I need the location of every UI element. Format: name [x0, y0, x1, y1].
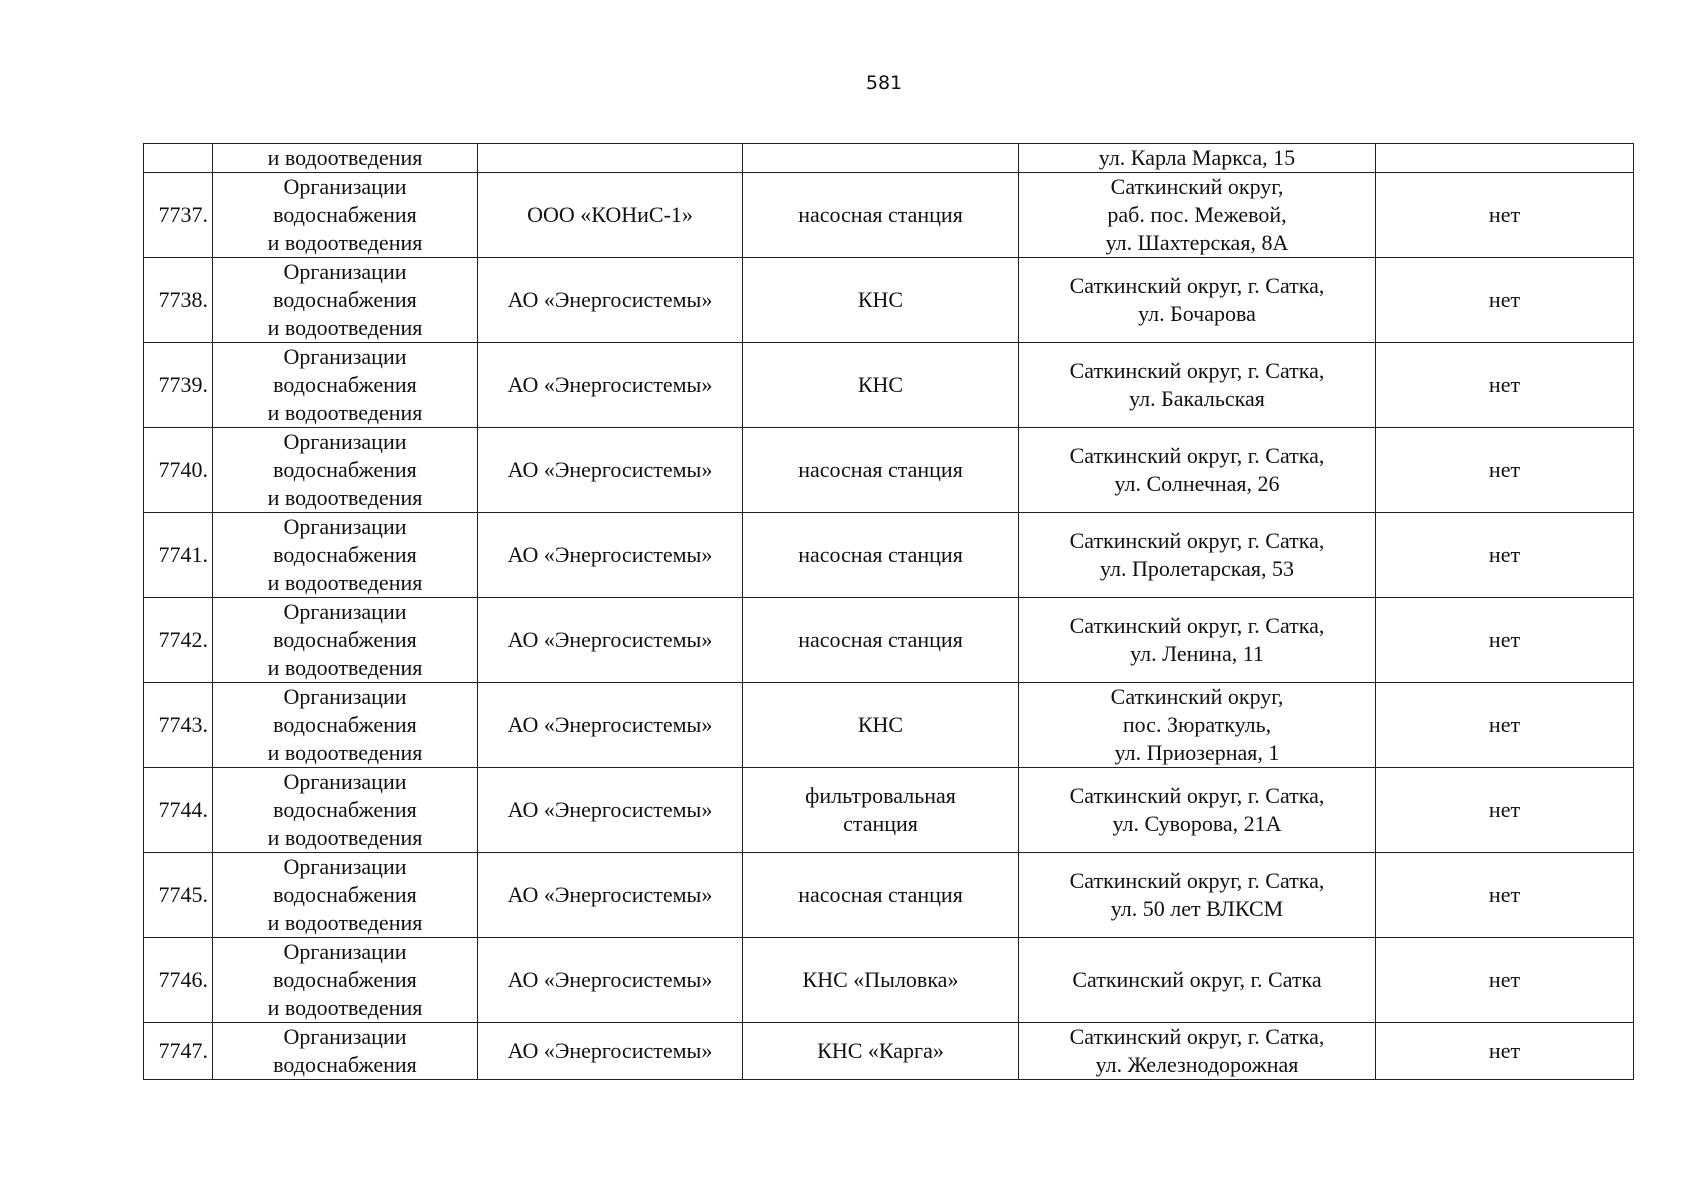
- cell-type: [213, 938, 478, 1023]
- text-line: водоснабжения: [273, 287, 417, 312]
- cell-address: ул. Карла Маркса, 15: [1019, 144, 1376, 173]
- cell-status: нет: [1376, 938, 1634, 1023]
- text-line: и водоотведения: [267, 825, 423, 850]
- text-line: ул. 50 лет ВЛКСМ: [1110, 896, 1284, 921]
- cell-type: [213, 683, 478, 768]
- text-line: Саткинский округ, г. Сатка,: [1069, 783, 1325, 808]
- text-line: водоснабжения: [273, 967, 417, 992]
- text-line: Саткинский округ,: [1110, 684, 1284, 709]
- cell-status: нет: [1376, 428, 1634, 513]
- cell-address: [1019, 683, 1376, 768]
- text-line: КНС «Карга»: [817, 1038, 944, 1063]
- text-line: пос. Зюраткуль,: [1122, 712, 1272, 737]
- cell-status: нет: [1376, 683, 1634, 768]
- cell-status: нет: [1376, 173, 1634, 258]
- cell-type: [213, 768, 478, 853]
- cell-org: АО «Энергосистемы»: [478, 258, 743, 343]
- cell-object: [743, 173, 1019, 258]
- table-row: [144, 343, 1634, 428]
- cell-address: [1019, 258, 1376, 343]
- text-line: Организации: [283, 174, 407, 199]
- cell-object: [743, 768, 1019, 853]
- text-line: и водоотведения: [267, 910, 423, 935]
- text-line: Организации: [283, 259, 407, 284]
- cell-num: [144, 144, 213, 173]
- cell-status: нет: [1376, 343, 1634, 428]
- text-line: Саткинский округ, г. Сатка,: [1069, 868, 1325, 893]
- cell-address: [1019, 428, 1376, 513]
- cell-status: нет: [1376, 768, 1634, 853]
- text-line: Организации: [283, 514, 407, 539]
- text-line: Организации: [283, 429, 407, 454]
- text-line: КНС: [857, 372, 904, 397]
- table-row: [144, 768, 1634, 853]
- cell-object: [743, 258, 1019, 343]
- table-row: [144, 938, 1634, 1023]
- cell-object: [743, 513, 1019, 598]
- text-line: Организации: [283, 769, 407, 794]
- text-line: и водоотведения: [267, 230, 423, 255]
- cell-object: [743, 343, 1019, 428]
- cell-address: [1019, 853, 1376, 938]
- cell-org: АО «Энергосистемы»: [478, 428, 743, 513]
- text-line: фильтровальная: [805, 783, 956, 808]
- text-line: насосная станция: [798, 882, 963, 907]
- cell-object: [743, 598, 1019, 683]
- text-line: водоснабжения: [273, 457, 417, 482]
- cell-num: 7747.: [144, 1023, 213, 1080]
- cell-num: 7742.: [144, 598, 213, 683]
- text-line: и водоотведения: [267, 315, 423, 340]
- cell-num: 7741.: [144, 513, 213, 598]
- cell-status: нет: [1376, 853, 1634, 938]
- cell-address: [1019, 938, 1376, 1023]
- text-line: водоснабжения: [273, 1052, 417, 1077]
- text-line: Организации: [283, 854, 407, 879]
- cell-num: 7738.: [144, 258, 213, 343]
- cell-type: [213, 173, 478, 258]
- table-row: [144, 173, 1634, 258]
- text-line: Саткинский округ, г. Сатка,: [1069, 358, 1325, 383]
- text-line: ул. Солнечная, 26: [1114, 471, 1280, 496]
- table-row: [144, 1023, 1634, 1080]
- cell-type: [213, 258, 478, 343]
- cell-address: [1019, 598, 1376, 683]
- text-line: ул. Бочарова: [1138, 301, 1256, 326]
- text-line: насосная станция: [798, 542, 963, 567]
- text-line: Саткинский округ, г. Сатка,: [1069, 273, 1325, 298]
- cell-type: [213, 428, 478, 513]
- text-line: насосная станция: [798, 457, 963, 482]
- cell-org: АО «Энергосистемы»: [478, 853, 743, 938]
- table-body: [144, 144, 1634, 1080]
- text-line: Саткинский округ, г. Сатка,: [1069, 613, 1325, 638]
- text-line: водоснабжения: [273, 202, 417, 227]
- table-row: [144, 853, 1634, 938]
- cell-org: АО «Энергосистемы»: [478, 343, 743, 428]
- text-line: и водоотведения: [267, 740, 423, 765]
- cell-num: 7743.: [144, 683, 213, 768]
- cell-org: АО «Энергосистемы»: [478, 513, 743, 598]
- text-line: ул. Приозерная, 1: [1114, 740, 1280, 765]
- text-line: станция: [843, 811, 918, 836]
- text-line: ул. Суворова, 21А: [1112, 811, 1282, 836]
- text-line: Саткинский округ, г. Сатка: [1072, 967, 1322, 992]
- text-line: раб. пос. Межевой,: [1107, 202, 1287, 227]
- page-number: 581: [865, 72, 903, 94]
- cell-type: [213, 513, 478, 598]
- cell-org: АО «Энергосистемы»: [478, 938, 743, 1023]
- text-line: насосная станция: [798, 202, 963, 227]
- text-line: Организации: [283, 1024, 407, 1049]
- text-line: КНС: [857, 287, 904, 312]
- table-row: [144, 258, 1634, 343]
- text-line: водоснабжения: [273, 372, 417, 397]
- cell-status: нет: [1376, 258, 1634, 343]
- text-line: водоснабжения: [273, 627, 417, 652]
- table-row: [144, 428, 1634, 513]
- cell-object: [743, 853, 1019, 938]
- cell-address: [1019, 173, 1376, 258]
- text-line: насосная станция: [798, 627, 963, 652]
- cell-status: нет: [1376, 598, 1634, 683]
- cell-type: [213, 598, 478, 683]
- text-line: КНС: [857, 712, 904, 737]
- cell-org: ООО «КОНиС-1»: [478, 173, 743, 258]
- text-line: ул. Железнодорожная: [1095, 1052, 1299, 1077]
- cell-org: АО «Энергосистемы»: [478, 1023, 743, 1080]
- cell-status: нет: [1376, 1023, 1634, 1080]
- cell-type: [213, 1023, 478, 1080]
- table-row: [144, 683, 1634, 768]
- text-line: и водоотведения: [267, 400, 423, 425]
- table-row: [144, 513, 1634, 598]
- cell-num: 7740.: [144, 428, 213, 513]
- cell-num: 7745.: [144, 853, 213, 938]
- cell-num: 7739.: [144, 343, 213, 428]
- cell-type: [213, 853, 478, 938]
- cell-address: [1019, 1023, 1376, 1080]
- text-line: Саткинский округ, г. Сатка,: [1069, 1024, 1325, 1049]
- text-line: Саткинский округ, г. Сатка,: [1069, 443, 1325, 468]
- cell-num: 7744.: [144, 768, 213, 853]
- cell-num: 7746.: [144, 938, 213, 1023]
- text-line: Саткинский округ, г. Сатка,: [1069, 528, 1325, 553]
- cell-address: [1019, 768, 1376, 853]
- cell-type: [213, 343, 478, 428]
- text-line: ул. Бакальская: [1129, 386, 1265, 411]
- cell-num: 7737.: [144, 173, 213, 258]
- text-line: и водоотведения: [267, 995, 423, 1020]
- table-row: [144, 598, 1634, 683]
- text-line: водоснабжения: [273, 882, 417, 907]
- text-line: Саткинский округ,: [1110, 174, 1284, 199]
- text-line: и водоотведения: [267, 570, 423, 595]
- cell-status: [1376, 144, 1634, 173]
- continuation-row: [144, 144, 1634, 173]
- cell-org: [478, 144, 743, 173]
- cell-object: [743, 428, 1019, 513]
- text-line: Организации: [283, 939, 407, 964]
- text-line: Организации: [283, 684, 407, 709]
- cell-org: АО «Энергосистемы»: [478, 683, 743, 768]
- cell-object: [743, 144, 1019, 173]
- cell-status: нет: [1376, 513, 1634, 598]
- cell-object: [743, 1023, 1019, 1080]
- cell-object: [743, 683, 1019, 768]
- text-line: Организации: [283, 599, 407, 624]
- cell-org: АО «Энергосистемы»: [478, 598, 743, 683]
- text-line: водоснабжения: [273, 797, 417, 822]
- registry-table: [143, 143, 1634, 1080]
- cell-address: [1019, 343, 1376, 428]
- text-line: ул. Пролетарская, 53: [1099, 556, 1294, 581]
- cell-address: [1019, 513, 1376, 598]
- text-line: ул. Шахтерская, 8А: [1105, 230, 1289, 255]
- text-line: ул. Ленина, 11: [1130, 641, 1264, 666]
- text-line: Организации: [283, 344, 407, 369]
- cell-object: [743, 938, 1019, 1023]
- text-line: и водоотведения: [267, 485, 423, 510]
- text-line: КНС «Пыловка»: [802, 967, 959, 992]
- text-line: и водоотведения: [267, 655, 423, 680]
- cell-type: и водоотведения: [213, 144, 478, 173]
- text-line: водоснабжения: [273, 712, 417, 737]
- cell-org: АО «Энергосистемы»: [478, 768, 743, 853]
- text-line: водоснабжения: [273, 542, 417, 567]
